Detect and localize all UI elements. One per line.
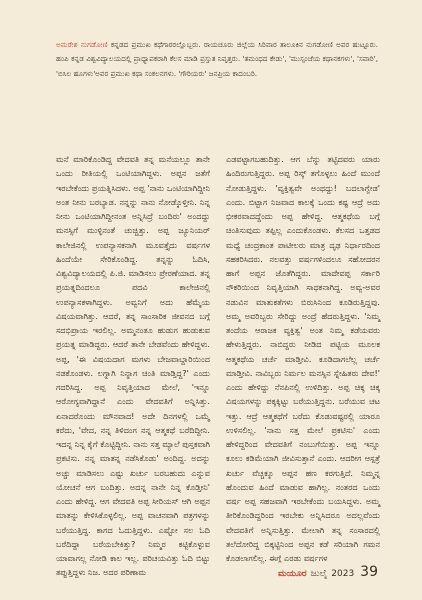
story-column-right bbox=[226, 152, 380, 563]
issue-month: ಜುಲೈ bbox=[310, 569, 328, 579]
story-text-left: ಮನೆ ಮಾರಿಕೊಂಡಿದ್ದ ವೇದವತಿ ತನ್ನ ಮನೆಯಲ್ಲೂ ತಾನೇ ಒಂದು ರೀತಿಯಲ್ಲಿ ಒಂಟಿಯಾಗಿದ್ದಳು. ಅಪ್ಪನ ಜತೆಗೆ ಇರಬೇಕೆಂದು ಪ್ರಯತ್ನಿಸಿದಳು. ಅಪ್ಪ 'ನಾನು ಒಂಟಿಯಾಗಿದ್ದೀನಿ ಅಂತ ನೀನು ಬರಬ್ಯಾಡ. ನನ್ನನ್ನು ನಾನು ನೋಡ್ಕೊಳ್ತೀನಿ. ನಿನ್ನ ನೀನು ಒಂಟಿಯಾಗಿದ್ದೀನಂತ ಅನ್ನಿಸಿದ್ರೆ ಬಂದಿರು' ಅಂದದ್ದು ಮನಸ್ಸಿಗೆ ಮುಳ್ಳಿನಂತೆ ಚುಚ್ಚಿತ್ತು. ಅಪ್ಪ ಜ್ಯೂನಿಯರ್ ಕಾಲೇಜಿನಲ್ಲಿ ಉಪನ್ಯಾಸಕನಾಗಿ ಮೂವತ್ತೈದು ವರ್ಷಗಳ ಹಿಂದೆಯೇ ಸೇರಿಕೊಂಡಿದ್ದ. ತನ್ನನ್ನು ಓದಿಸಿ, ವಿಶ್ವವಿದ್ಯಾಲಯದಲ್ಲಿ ಪಿ.ಜಿ. ಮಾಡಿಸಲು ಪ್ರೇರಣೆಯಾದ. ತನ್ನ ಪ್ರಯತ್ನದಿಂದಲೂ ಪದವಿ ಕಾಲೇಜಿನಲ್ಲಿ ಉಪನ್ಯಾಸಕಳಾಗಿದ್ದಳು. ಅವ್ವನಿಗೆ ಅದು ಹೆಮ್ಮೆಯ ವಿಷಯವಾಗಿತ್ತು. ಆದರೆ, ತನ್ನ ಸಾಂಸಾರಿಕ ಜೀವನದ ಬಗ್ಗೆ ಸದಭಿಪ್ರಾಯ ಇರಲಿಲ್ಲ. ಅಮ್ಮನಂತೂ ಹುಡುಗ ಹುಡುಕುವ ಪ್ರಯತ್ನ ಮಾಡಿದ್ದರು. ಆದರೆ ತಾನೇ ಬೇಡವೆಂದು ಹೇಳಿದ್ದಳು. ಅಪ್ಪ, 'ಈ ವಿಷಯದಾಗ ಮಗಳು ಬೇಜವಾಬ್ದಾರಿಯಿಂದ ನಡಕೊಂಡಳು. ಲಗ್ನಾಗಿ ನಿನ್ನಾಗ ಚಿಂತಿ ಮಾಡ್ತಿದ್ದ?' ಎಂದು ಗದರಿಸಿದ್ದ. ಅಪ್ಪ ನಿವೃತ್ತಿಯಾದ ಮೇಲೆ, 'ಇನ್ನೂ ಆರೋಗ್ಯವಾಗಿದ್ದಾನೆ ಎಂದು ವೇದವತಿಗೆ ಅನ್ನಿಸಿತ್ತು. ಏನಾದರೊಂದು ಮೌನವಾದ! ಅದೇ ದಿನಗಳಲ್ಲಿ ಒಮ್ಮೆ ಕರೆದು, 'ವೇದ, ನನ್ನ ತಿಳಿದಂಗ ನನ್ನ ಆತ್ಮಕಥೆ ಬರೆದಿದ್ದೀನಿ. ಇದನ್ನ ನಿನ್ನ ಕೈಗೆ ಕೊಟ್ಟಿದ್ದೀನಿ. ನಾನು ಸತ್ತ ಮ್ಯಾಲೆ ಪುಸ್ತಕವಾಗಿ ಪ್ರಕಟಿಸು. ನನ್ನ ಮಾತನ್ನ ನಡೆಸಿಕೊಡು' ಅಂದಿದ್ದ. ಅದನ್ನು ಅಚ್ಚು ಮಾಡಿಸಲು ಎಷ್ಟು ಖರ್ಚು ಬರಬಹುದು ಎನ್ನುವ ಯೋಚನೆ ಆಗ ಬಂದಿತ್ತು. ಅದನ್ನ ನಾನೇ ನಿನ್ನ ಕೊಡ್ತೀನಿ' ಎಂದು ಹೇಳಿದ್ದ. ಆಗ ವೇದವತಿ ಅಪ್ಪ ಸೀರಿಯಸ್ ಆಗಿ ಅಪ್ಪನ ಮಾತನ್ನು ಕೇಳಿಸಿಕೊಳ್ಳಲಿಲ್ಲ. ಅಪ್ಪ ವಾಚನವಾಗಿ ಪತ್ರಗಳನ್ನು ಬರೆಯುತ್ತಿದ್ದ. ಕಾಗದ ಓದುತ್ತಿದ್ದಳು. ಎಷ್ಟೋ ಸಲ ಓದಿ ಬರೆದಿದ್ದಾ ಬರೆಯಬೇಕಿತ್ತು? ನಿಮ್ಮರ ಕಟ್ಟಿಕೊಳ್ಳುವ ಯಾವಾಗಲ್ಲ ನೋಡಿ ಕಾಲ ಇಲ್ಲ. ಪರಿಚಯವಿತ್ತು ಓದಿ ಬಿಟ್ಟು ತಪ್ಪುತ್ತಿದ್ದಳು ನಿಜ. ಅದರ ಪರಿಣಾಮ bbox=[56, 154, 210, 578]
author-name: ಅಮರೇಶ ನುಗಡೋಣಿ bbox=[56, 40, 108, 49]
story-text-right: ಎಡವಟ್ಟಾಗಬಹುದಿತ್ತು. ಆಗ ಬೆನ್ನು ತಟ್ಟಿದವರು ಯಾರು ಹಿಂದಿರುಗುತ್ತಿದ್ದರು. ಅಪ್ಪ ರಿಸ್ಕ್ ತಗೊಳ್ಳಲು ಹಿಂದೆ ಮುಂದೆ ನೋಡುತ್ತಿದ್ದಳು. 'ವ್ಯಕ್ತಿತ್ವವೇ ಅಂಥದ್ದು! ಬದಲಾಗ್ಬೇಡ' ಎಂದು. ಬಿಟ್ಟಾಗ ನಿಜವಾದ ಕಾಲಕ್ಕೆ ಒಂದು ಕಷ್ಟ ಆದ್ರೆ ಅದು ಭೀಕರವಾದದ್ದೆಂದು ಅಪ್ಪ ಹೇಳಿದ್ದ. ಆತ್ಮಕಥೆಯ ಬಗ್ಗೆ ಚಿಂತಿಸುವುದು ತಪ್ಪಿಲ್ಲ ಎಂದುಕೊಂಡಳು. ಕೆಲಸದ ಒತ್ತಡದ ಮಧ್ಯೆ ಚಂದ್ರಕಾಂತ ಪಾಟೀಲರು ಮಾತ್ರ ದೃಢ ನಿರ್ಧಾರದಿಂದ ಸಹಕರಿಸಿದರು. ನಲವತ್ತು ವರ್ಷಗಳಿಂದಲೂ ಸಹೋದರನ ಹಾಗೆ ಅಪ್ಪನ ಜೊತೆಗಿದ್ದರು. ಮಾದೇವಪ್ಪ ಸರ್ಕಾರಿ ನೌಕರಿಯಿಂದ ನಿವೃತ್ತಿಯಾಗಿ ಸಾಧಕನಾಗಿದ್ದ. ಅವ್ವ-ಅವರ ನಡುವಿನ ಮಾತುಕತೆಗಳು ಬಿರುಸಿನಿಂದ ಕೂಡಿರುತ್ತಿದ್ದವು. ಅಮ್ಮ ಅವರಿಬ್ಬರು ಸೇರಿದ್ದು ಅಂದ್ರೆ ಹೆದರುತ್ತಿದ್ದಳು. 'ನಿಮ್ಮ ತಂದೆಯ ಆರಾಜಕ ವ್ಯಕ್ತಿತ್ವ' ಅಂತ ನಿಮ್ಮ ಕಡೆಯವರು ಹೇಳುತ್ತಿದ್ದರು. ನಾಬಿದ್ದರು ನೀಡಿದ ಪಟ್ಟಿಯ ಮೂಲಕ ಆತ್ಮಕಥೆಯ ಚರ್ಚೆ ಮಾಡ್ತೀವಿ. ಕೂಡಿದಾಗಲೆಲ್ಲ ಚರ್ಚೆ ಮಾಡ್ತೀವಿ. ನಾವಿಬ್ಬರು ನಿರ್ಮಲ ಮನಸ್ಸಿನ ಸ್ನೇಹಿತರು ದೇವ!' ಎಂದು ಹೇಳಿದ್ದು ನೆನಪಿನಲ್ಲಿ ಉಳಿದಿತ್ತು. ಅಪ್ಪ ಚಿಕ್ಕ ಚಿಕ್ಕ ವಿಷಯಗಳನ್ನು ಪಕ್ಕಕ್ಕಿಟ್ಟು ಬರೆಯುತ್ತಿದ್ದನು. ಬರೆಯುವ ಚಟ ಇತ್ತು. ಆದ್ರೆ ಆತ್ಮಕಥೆಗೆ ಬರೆದು ಕೊಡುವಷ್ಟರಲ್ಲಿ ಯಾರೂ ಉಳಿಸಲಿಲ್ಲ. 'ನಾನು ಸತ್ತ ಮೇಲೆ ಪ್ರಕಟಿಸು' ಎಂದು ಹೇಳಿದ್ದರಿಂದ ವೇದವತಿಗೆ ನಂಬುಗೆಯಿತ್ತು. ಅಪ್ಪ ಇನ್ನೂ ಕೂಲು ಕಡಿಮೆಯಾಗಿ ಜೀವಿಸುತ್ತಾನೆ ಎಂದು. ಆದರೀಗ ಆಸ್ಪತ್ರೆ ಖರ್ಚು ವೆಚ್ಚಕ್ಕೂ ಅಪ್ಪನ ಹಣ ಕರಗುತ್ತಿದೆ. ನಿಮ್ಮನ್ನ ಹೊಂದುವ ಹಿಂದೆ ಮಾಡುವ ಹಾಗಿಲ್ಲ. ನಂತರದ ಒಂದು ವರ್ಷ ಅಪ್ಪ ಸಹಜವಾಗಿ ಇರಬೇಕೆಂದು ಬಯಸಿದ್ದಳು. ಅಮ್ಮ ತೀರಿಕೊಂಡಿದ್ದರಿಂದ ಇರಬೇಕು ಅನ್ನಿಸಿದರೂ ಅದಲ್ಲವೆಂದು ವೇದವತಿಗೆ ಅನ್ನಿಸುತ್ತಿತ್ತು. ಮೇಲಾಗಿ ತನ್ನ ಸಂಸಾರದಲ್ಲಿ ತಲೆದೋರಿದ್ದ ಬಿಕ್ಕಟ್ಟಿನಿಂದ ಅಪ್ಪನ ಕಡೆ ಸರಿಯಾಗಿ ಗಮನ ಕೊಡಲಾಗಲಿಲ್ಲ. ಈಗ್ಗೆ ಎರಡು ವರ್ಷಗಳ bbox=[226, 154, 380, 563]
author-bio: ಕನ್ನಡದ ಪ್ರಮುಖ ಕಥೆಗಾರರಲ್ಲೊಬ್ಬರು. ರಾಯಚೂರು ಜಿಲ್ಲೆಯ ಸಿರಿವಾರ ತಾಲೂಕಿನ ನುಗಡೋಣಿ ಅವರ ಹುಟ್ಟೂರು. ಹಂಪಿ ಕನ್ನಡ ವಿಶ್ವವಿದ್ಯಾಲಯದಲ್ಲಿ ಪ್ರಾಧ್ಯಾಪಕರಾಗಿ ಕೆಲಸ ಮಾಡಿ ಪ್ರಸ್ತುತ ನಿವೃತ್ತರು. 'ತಮಂಧದ ಕೇಡು', 'ಮುಸ್ಸಂಜೆಯ ಕಥಾನಕಗಳು', 'ಸವಾರಿ', 'ಬಿಸಿಲ ಹೂಗಳು'ಅವರ ಪ್ರಮುಖ ಕಥಾ ಸಂಕಲನಗಳು. 'ಗೌರಿಯರು' ಜನಪ್ರಿಯ ಕಾದಂಬರಿ. bbox=[56, 40, 378, 78]
story-column-left bbox=[56, 152, 210, 578]
page-number: 39 bbox=[360, 564, 378, 580]
magazine-name: ಮಯೂರ bbox=[277, 569, 307, 579]
author-intro bbox=[56, 38, 378, 81]
page-footer bbox=[278, 564, 378, 580]
issue-year: 2023 bbox=[331, 569, 355, 579]
